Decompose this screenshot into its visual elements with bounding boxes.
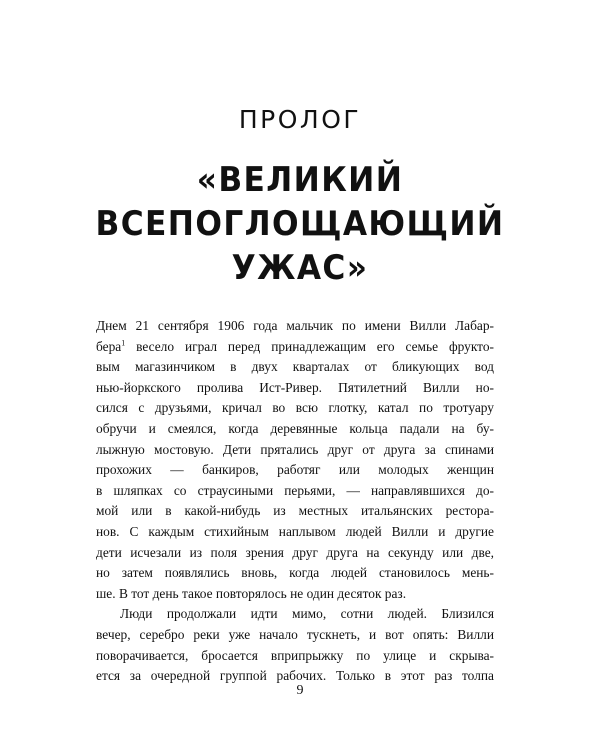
text-fragment: весело играл перед принадлежащим его семье фрукто-	[125, 338, 494, 354]
paragraph	[96, 316, 494, 604]
text-fragment: бера	[96, 338, 122, 354]
text-line: нов. С каждым стихийным наплывом людей Вилли и другие	[96, 523, 494, 539]
footnote-marker[interactable]: 1	[121, 338, 126, 348]
text-line: мой или в какой-нибудь из местных итальянских рестора-	[96, 503, 494, 519]
paragraph	[96, 604, 494, 686]
text-line: но затем появлялись вновь, когда людей становилось мень-	[96, 565, 494, 581]
body-text	[96, 316, 494, 687]
text-line: лыжную мостовую. Дети прятались друг от друга за спинами	[96, 441, 494, 457]
page-number: 9	[296, 683, 304, 698]
chapter-title	[0, 158, 600, 290]
text-line: ше. В тот день такое повторялось не один десяток раз.	[96, 585, 407, 601]
text-line: нью-йоркского пролива Ист-Ривер. Пятилетний Вилли но-	[96, 379, 494, 395]
text-line: поворачивается, бросается вприпрыжку по улице и скрыва-	[96, 647, 494, 663]
chapter-label: ПРОЛОГ	[238, 105, 362, 134]
text-line: обручи и смеялся, когда деревянные кольца падали на бу-	[96, 420, 494, 436]
text-line: в шляпках со страусиными перьями, — направлявшихся до-	[96, 482, 494, 498]
text-line: дети исчезали из поля зрения друг друга на секунду или две,	[96, 544, 494, 560]
text-line: Днем 21 сентября 1906 года мальчик по имени Вилли Лабар-	[96, 318, 494, 333]
text-line: Люди продолжали идти мимо, сотни людей. Близился	[120, 606, 494, 622]
text-line: ется за очередной группой рабочих. Только в этот раз толпа	[96, 668, 494, 684]
text-line: прохожих — банкиров, работяг или молодых женщин	[96, 462, 494, 478]
text-line	[96, 337, 494, 358]
chapter-title-line: ВСЕПОГЛОЩАЮЩИЙ	[95, 204, 505, 244]
chapter-title-line: «ВЕЛИКИЙ	[196, 160, 404, 200]
text-line: сился с друзьями, кричал во всю глотку, катал по тротуару	[96, 400, 494, 416]
text-line: вым магазинчиком в двух кварталах от бликующих вод	[96, 359, 494, 375]
text-line: вечер, серебро реки уже начало тускнеть, и вот опять: Вилли	[96, 626, 494, 642]
chapter-title-line: УЖАС»	[231, 248, 369, 288]
